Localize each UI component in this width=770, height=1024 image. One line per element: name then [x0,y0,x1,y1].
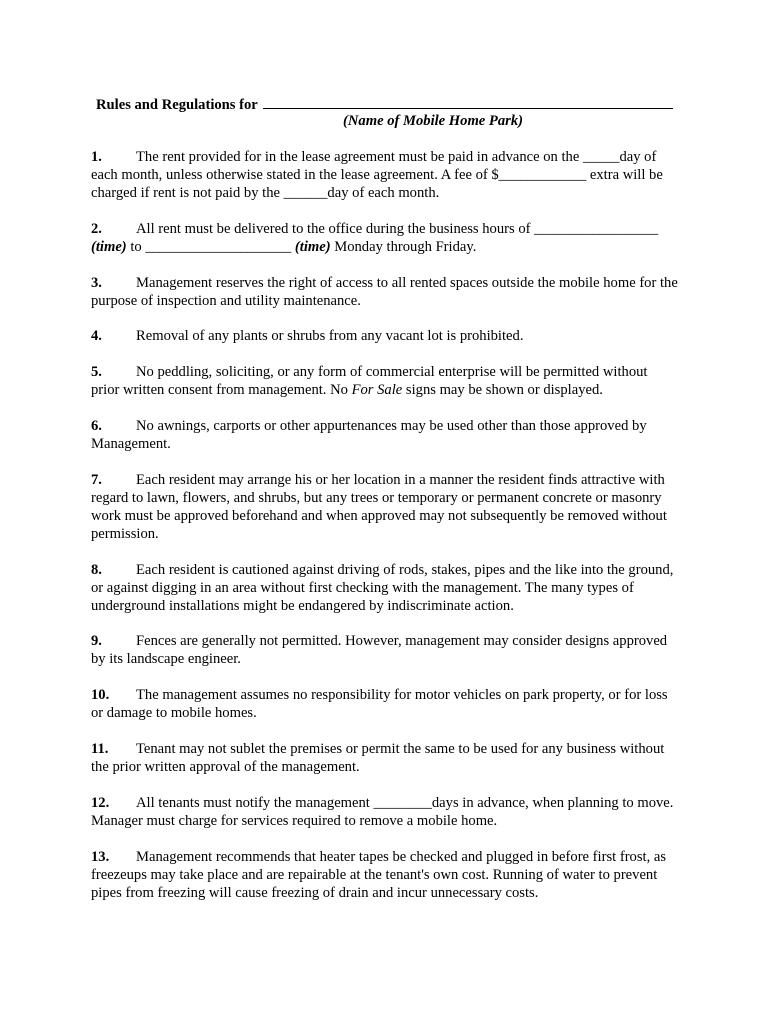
rule-text-emphasis: (time) [294,238,331,255]
rule-text: Removal of any plants or shrubs from any vacant lot is prohibited. [136,328,524,345]
rule-text: Tenant may not sublet the premises or permit the same to be used for any business without the prior written approval of the management. [91,740,665,775]
rule-2 [91,220,679,256]
rule-9 [91,632,679,668]
rule-number: 8. [91,561,102,578]
rule-number: 1. [91,149,102,165]
rules-list [91,148,679,919]
rule-6 [91,417,679,453]
rule-text-emphasis: For Sale [351,382,403,399]
rule-number: 9. [91,633,102,650]
rule-8 [91,561,679,615]
title-caption [0,112,770,130]
rule-number: 4. [91,328,102,345]
rule-10 [91,686,679,722]
document-title [96,94,686,114]
rule-1 [91,148,679,202]
rule-text: Each resident is cautioned against driving of rods, stakes, pipes and the like into the ground, or against digging in an area without first checking with the management. The many types of underground installations might be endangered by indiscriminate action. [91,561,674,614]
rule-text: No peddling, soliciting, or any form of commercial enterprise will be permitted without prior written consent from management. No [91,364,648,399]
rule-text: All tenants must notify the management ________days in advance, when planning to move. Manager must charge for services required to remove a mobile home. [91,794,674,829]
title-prefix: Rules and Regulations for [96,97,258,113]
rule-text: All rent must be delivered to the office during the business hours of _________________ [136,220,659,237]
rule-text: signs may be shown or displayed. [402,382,603,399]
rule-number: 5. [91,364,102,381]
park-name-blank [263,94,673,109]
rule-number: 12. [91,794,110,811]
rule-text: Each resident may arrange his or her location in a manner the resident finds attractive with regard to lawn, flowers, and shrubs, but any trees or temporary or permanent concrete or masonry work must be approved beforehand and when approved may not subsequently be removed without permission. [91,471,667,542]
rule-number: 2. [91,220,102,237]
rule-number: 10. [91,687,110,704]
rule-number: 6. [91,417,102,434]
rule-text: Monday through Friday. [330,238,477,255]
rule-text: No awnings, carports or other appurtenances may be used other than those approved by Management. [91,417,647,452]
rule-number: 3. [91,274,102,291]
rule-12 [91,794,679,830]
rule-4 [91,327,679,345]
rule-text: Management reserves the right of access to all rented spaces outside the mobile home for the purpose of inspection and utility maintenance. [91,274,678,309]
rule-text: The rent provided for in the lease agreement must be paid in advance on the _____day of each month, unless otherwise stated in the lease agreement. A fee of $____________ extra will be charged if rent is not paid by the ______day of each month. [91,149,663,201]
rule-number: 13. [91,848,110,865]
rule-text: Management recommends that heater tapes be checked and plugged in before first frost, as freezeups may take place and are repairable at the tenant's own cost. Running of water to prevent pipes from freezing will cause freezing of drain and incur unnecessary costs. [91,848,667,901]
rule-3 [91,274,679,310]
rule-5 [91,363,679,399]
rule-text: Fences are generally not permitted. However, management may consider designs approved by its landscape engineer. [91,633,668,668]
rule-text: The management assumes no responsibility for motor vehicles on park property, or for loss or damage to mobile homes. [91,687,668,722]
rule-7 [91,471,679,543]
rule-text: to ____________________ [126,238,295,255]
rule-number: 7. [91,471,102,488]
rule-number: 11. [91,740,109,757]
rule-13 [91,848,679,902]
rule-text-emphasis: (time) [91,238,127,255]
rule-11 [91,740,679,776]
title-caption-text: (Name of Mobile Home Park) [343,113,523,129]
